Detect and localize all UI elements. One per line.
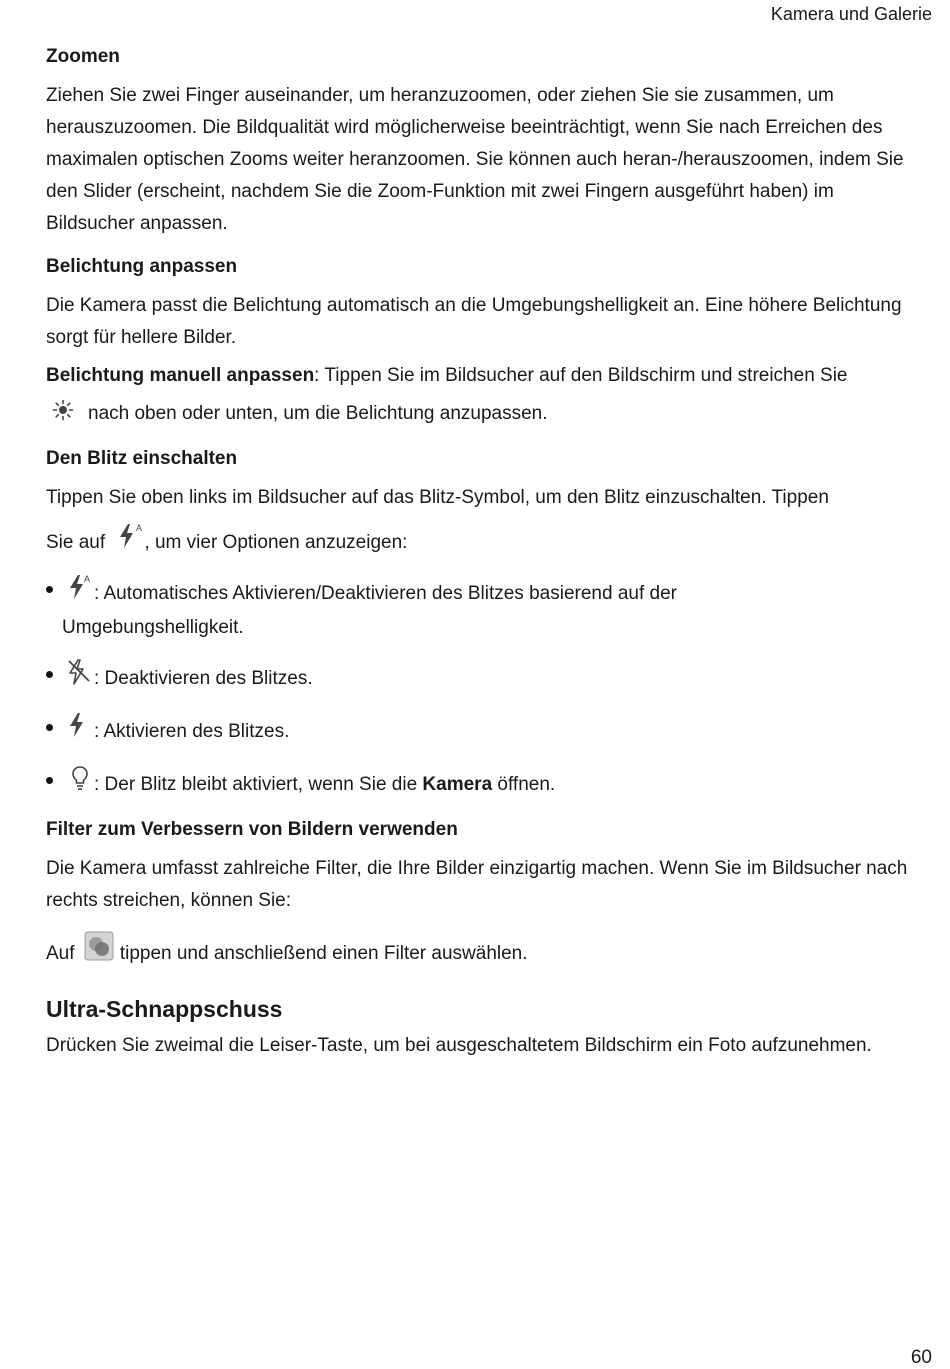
- list-item: [46, 658, 916, 697]
- flash-heading: Den Blitz einschalten: [46, 448, 238, 469]
- page-content: [46, 44, 916, 1062]
- bullet-dot: [46, 671, 53, 678]
- list-item: [46, 711, 916, 750]
- sun-icon: [52, 399, 74, 432]
- flash-paragraph-2: [46, 522, 916, 561]
- flash-paragraph-1: Tippen Sie oben links im Bildsucher auf das Blitz-Symbol, um den Blitz einzuschalten. Tippen: [46, 487, 829, 508]
- zoom-heading: Zoomen: [46, 46, 120, 67]
- filter-action-line: [46, 931, 916, 972]
- svg-text:A: A: [136, 523, 143, 533]
- flash-text-after: , um vier Optionen anzuzeigen:: [144, 532, 408, 553]
- ultra-heading: [46, 994, 916, 1024]
- bullet-dot: [46, 777, 53, 784]
- manual-exposure-line-2: [46, 398, 916, 432]
- flash-auto-icon: [66, 573, 94, 612]
- ultra-paragraph: Drücken Sie zweimal die Leiser-Taste, um bei ausgeschaltetem Bildschirm ein Foto aufzunehmen.: [46, 1035, 872, 1056]
- manual-exposure-text-2: nach oben oder unten, um die Belichtung anzupassen.: [88, 403, 548, 424]
- zoom-paragraph: Ziehen Sie zwei Finger auseinander, um heranzuzoomen, oder ziehen Sie sie zusammen, um herauszuzoomen. Die Bildqualität wird möglicherweise beeinträchtigt, wenn Sie nach Erreichen des maximalen optischen Zooms weiter heranzoomen. Sie können auch heran-/herauszoomen, indem Sie den Slider (erscheint, nachdem Sie die Zoom-Funktion mit zwei Fingern ausgeführt haben) im Bildsucher anpassen.: [46, 85, 904, 234]
- manual-exposure-paragraph: [46, 360, 916, 392]
- filter-action-before: Auf: [46, 943, 75, 964]
- flash-on-text: : Aktivieren des Blitzes.: [94, 721, 290, 742]
- torch-text-bold: Kamera: [422, 774, 493, 795]
- lightbulb-icon: [66, 764, 94, 803]
- flash-auto-text-cont: Umgebungshelligkeit.: [62, 617, 244, 638]
- filter-heading: Filter zum Verbessern von Bildern verwenden: [46, 819, 458, 840]
- flash-auto-text: : Automatisches Aktivieren/Deaktivieren des Blitzes basierend auf der: [94, 583, 677, 604]
- filter-icon: [84, 931, 114, 972]
- flash-on-icon: [66, 711, 94, 750]
- bullet-dot: [46, 586, 53, 593]
- list-item: [46, 764, 916, 803]
- torch-text-before: : Der Blitz bleibt aktiviert, wenn Sie die: [94, 774, 423, 795]
- running-header: Kamera und Galerie: [770, 4, 932, 24]
- manual-exposure-text: : Tippen Sie im Bildsucher auf den Bildschirm und streichen Sie: [314, 365, 848, 386]
- page-number: 60: [910, 1347, 932, 1368]
- filter-action-after: tippen und anschließend einen Filter auswählen.: [119, 943, 528, 964]
- manual-exposure-label: Belichtung manuell anpassen: [46, 365, 315, 386]
- filter-paragraph: Die Kamera umfasst zahlreiche Filter, die Ihre Bilder einzigartig machen. Wenn Sie im Bildsucher nach rechts streichen, können Sie:: [46, 858, 908, 911]
- bullet-dot: [46, 724, 53, 731]
- ultra-heading-text: Ultra-Schnappschuss: [46, 996, 283, 1022]
- svg-text:A: A: [84, 574, 91, 584]
- flash-text-before: Sie auf: [46, 532, 106, 553]
- flash-auto-icon: [116, 522, 144, 561]
- flash-options-list: [46, 573, 916, 803]
- list-item: [46, 573, 916, 644]
- exposure-paragraph: Die Kamera passt die Belichtung automatisch an die Umgebungshelligkeit an. Eine höhere Belichtung sorgt für hellere Bilder.: [46, 295, 902, 348]
- flash-off-text: : Deaktivieren des Blitzes.: [94, 668, 313, 689]
- torch-text-after: öffnen.: [492, 774, 556, 795]
- flash-off-icon: [66, 658, 94, 697]
- exposure-heading: Belichtung anpassen: [46, 256, 238, 277]
